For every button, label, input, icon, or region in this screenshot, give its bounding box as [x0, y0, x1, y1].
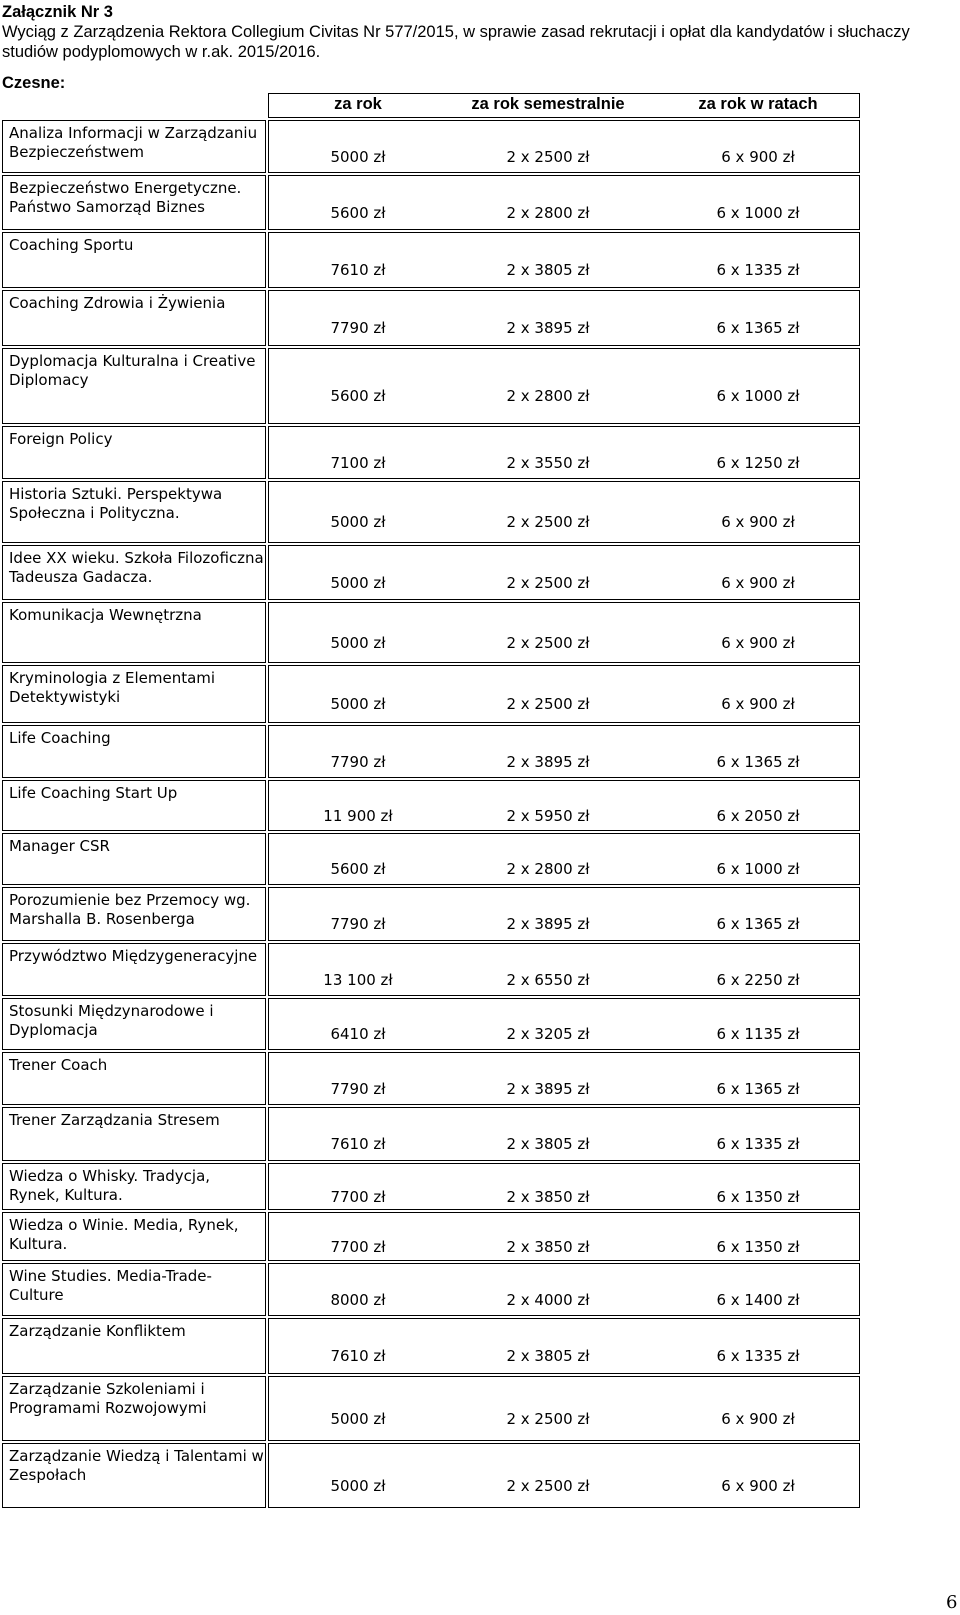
- fee-year: 5600 zł: [330, 387, 386, 405]
- fee-year: 7610 zł: [330, 1347, 386, 1365]
- fee-semester: 2 x 3805 zł: [506, 1347, 590, 1365]
- fee-cell: [268, 545, 860, 600]
- program-name-cell: [2, 175, 266, 230]
- program-name: Life Coaching Start Up: [9, 784, 178, 802]
- fee-installments: 6 x 900 zł: [721, 513, 795, 531]
- program-name-cell: [2, 426, 266, 479]
- program-name-cell: [2, 1107, 266, 1161]
- fee-installments: 6 x 900 zł: [721, 1409, 795, 1428]
- program-name-cell: [2, 481, 266, 543]
- program-name-cell: [2, 665, 266, 723]
- fee-semester: 2 x 2800 zł: [506, 860, 590, 878]
- fee-installments: 6 x 900 zł: [721, 573, 795, 592]
- fee-semester: 2 x 2500 zł: [506, 573, 590, 592]
- program-name-cell: [2, 1263, 266, 1316]
- fee-installments: 6 x 1335 zł: [716, 261, 800, 279]
- fee-semester: 2 x 3895 zł: [506, 915, 590, 933]
- program-name: Przywództwo Międzygeneracyjne: [9, 947, 258, 965]
- fee-installments: 6 x 900 zł: [721, 147, 795, 166]
- fee-semester: 2 x 3895 zł: [506, 752, 590, 771]
- fee-semester: 2 x 3205 zł: [506, 1025, 590, 1043]
- column-header: za rok w ratach: [698, 95, 818, 113]
- program-name: Wiedza o Whisky. Tradycja, Rynek, Kultura.: [9, 1167, 211, 1204]
- program-name-cell: [2, 833, 266, 885]
- program-name-cell: [2, 1318, 266, 1374]
- fee-year: 7700 zł: [330, 1237, 386, 1256]
- program-name: Wine Studies. Media-Trade-Culture: [9, 1267, 212, 1304]
- fee-semester: 2 x 2500 zł: [506, 513, 590, 531]
- program-name: Zarządzanie Szkoleniami i Programami Rozwojowymi: [9, 1380, 207, 1417]
- document-header: [2, 2, 952, 62]
- fee-semester: 2 x 3895 zł: [506, 1079, 590, 1098]
- fee-installments: 6 x 2050 zł: [716, 806, 800, 825]
- program-name: Trener Zarządzania Stresem: [9, 1111, 220, 1129]
- program-name-cell: [2, 1052, 266, 1105]
- fee-installments: 6 x 1350 zł: [716, 1187, 800, 1206]
- fee-year: 7100 zł: [330, 453, 386, 472]
- fee-year: 7790 zł: [330, 1079, 386, 1098]
- fee-installments: 6 x 1000 zł: [716, 203, 800, 222]
- fee-year: 5600 zł: [330, 860, 386, 878]
- fee-year: 5000 zł: [330, 633, 386, 652]
- fee-year: 7700 zł: [330, 1187, 386, 1206]
- fee-year: 8000 zł: [330, 1290, 386, 1309]
- fee-semester: 2 x 2500 zł: [506, 695, 590, 713]
- program-name: Life Coaching: [9, 729, 111, 747]
- fee-cell: [268, 665, 860, 723]
- fee-year: 7610 zł: [330, 261, 386, 279]
- fee-year: 5000 zł: [330, 1409, 386, 1428]
- fee-cell: [268, 290, 860, 346]
- fee-cell: [268, 481, 860, 543]
- fee-semester: 2 x 4000 zł: [506, 1290, 590, 1309]
- program-name: Analiza Informacji w Zarządzaniu Bezpieczeństwem: [9, 124, 258, 161]
- program-name-cell: [2, 725, 266, 778]
- fee-installments: 6 x 900 zł: [721, 1476, 795, 1495]
- fee-year: 11 900 zł: [323, 806, 393, 825]
- fee-year: 7790 zł: [330, 319, 386, 337]
- program-name: Wiedza o Winie. Media, Rynek, Kultura.: [9, 1216, 239, 1253]
- program-name-cell: [2, 780, 266, 831]
- fee-installments: 6 x 1250 zł: [716, 453, 800, 472]
- fee-year: 7790 zł: [330, 752, 386, 771]
- fee-cell: [268, 1443, 860, 1508]
- program-name-cell: [2, 887, 266, 941]
- page-number: 6: [946, 1592, 958, 1613]
- program-name: Idee XX wieku. Szkoła Filozoficzna Tadeusza Gadacza.: [9, 549, 264, 586]
- fee-semester: 2 x 2500 zł: [506, 1476, 590, 1495]
- fee-year: 7610 zł: [330, 1135, 386, 1153]
- program-name: Bezpieczeństwo Energetyczne. Państwo Samorząd Biznes: [9, 179, 242, 216]
- fee-installments: 6 x 1135 zł: [716, 1025, 800, 1043]
- program-name: Komunikacja Wewnętrzna: [9, 606, 202, 624]
- fee-year: 5600 zł: [330, 203, 386, 222]
- fee-cell: [268, 232, 860, 288]
- fee-installments: 6 x 1000 zł: [716, 387, 800, 405]
- fee-semester: 2 x 3895 zł: [506, 319, 590, 337]
- fee-installments: 6 x 900 zł: [721, 633, 795, 652]
- fee-installments: 6 x 1365 zł: [716, 752, 800, 771]
- fee-semester: 2 x 3550 zł: [506, 453, 590, 472]
- program-name-cell: [2, 602, 266, 663]
- fee-cell: [268, 1318, 860, 1374]
- fee-year: 5000 zł: [330, 695, 386, 713]
- column-header: za rok semestralnie: [471, 95, 625, 113]
- program-name-cell: [2, 1163, 266, 1210]
- fee-semester: 2 x 2500 zł: [506, 1409, 590, 1428]
- fee-year: 7790 zł: [330, 915, 386, 933]
- fee-semester: 2 x 2800 zł: [506, 387, 590, 405]
- fee-cell: [268, 348, 860, 424]
- program-name-cell: [2, 1376, 266, 1441]
- program-name: Stosunki Międzynarodowe i Dyplomacja: [9, 1002, 214, 1039]
- program-name: Porozumienie bez Przemocy wg. Marshalla B. Rosenberga: [9, 891, 251, 928]
- program-name: Coaching Sportu: [9, 236, 134, 254]
- fee-installments: 6 x 1350 zł: [716, 1237, 800, 1256]
- program-name: Zarządzanie Konfliktem: [9, 1322, 186, 1340]
- fee-semester: 2 x 3805 zł: [506, 1135, 590, 1153]
- program-name: Foreign Policy: [9, 430, 113, 448]
- fee-installments: 6 x 1335 zł: [716, 1347, 800, 1365]
- program-name-cell: [2, 545, 266, 600]
- program-name: Kryminologia z Elementami Detektywistyki: [9, 669, 216, 706]
- fee-installments: 6 x 1335 zł: [716, 1135, 800, 1153]
- program-name: Dyplomacja Kulturalna i Creative Diplomacy: [9, 352, 256, 389]
- fee-year: 13 100 zł: [323, 970, 393, 989]
- fee-semester: 2 x 3805 zł: [506, 261, 590, 279]
- column-header: za rok: [334, 95, 382, 113]
- program-name-cell: [2, 120, 266, 173]
- fee-year: 5000 zł: [330, 1476, 386, 1495]
- program-name: Zarządzanie Wiedzą i Talentami w Zespołach: [9, 1447, 264, 1484]
- section-label-tuition: Czesne:: [2, 74, 66, 92]
- program-name-cell: [2, 943, 266, 996]
- fee-installments: 6 x 2250 zł: [716, 970, 800, 989]
- program-name: Coaching Zdrowia i Żywienia: [9, 294, 226, 312]
- program-name-cell: [2, 1212, 266, 1261]
- fee-installments: 6 x 1365 zł: [716, 1079, 800, 1098]
- program-name: Historia Sztuki. Perspektywa Społeczna i Polityczna.: [9, 485, 223, 522]
- program-name-cell: [2, 290, 266, 346]
- fee-semester: 2 x 2500 zł: [506, 147, 590, 166]
- fee-installments: 6 x 1365 zł: [716, 319, 800, 337]
- fee-semester: 2 x 3850 zł: [506, 1187, 590, 1206]
- attachment-title: Załącznik Nr 3: [2, 3, 113, 21]
- header-description: Wyciąg z Zarządzenia Rektora Collegium Civitas Nr 577/2015, w sprawie zasad rekrutacji i opłat dla kandydatów i słuchaczy studiów podyplomowych w r.ak. 2015/2016.: [2, 23, 910, 61]
- fee-installments: 6 x 1000 zł: [716, 860, 800, 878]
- program-name-cell: [2, 348, 266, 424]
- fee-year: 6410 zł: [330, 1025, 386, 1043]
- fee-installments: 6 x 900 zł: [721, 695, 795, 713]
- program-name-cell: [2, 1443, 266, 1508]
- fee-semester: 2 x 2800 zł: [506, 203, 590, 222]
- fee-year: 5000 zł: [330, 573, 386, 592]
- fee-semester: 2 x 2500 zł: [506, 633, 590, 652]
- fee-semester: 2 x 3850 zł: [506, 1237, 590, 1256]
- fee-installments: 6 x 1365 zł: [716, 915, 800, 933]
- program-name: Manager CSR: [9, 837, 110, 855]
- program-name: Trener Coach: [9, 1056, 108, 1074]
- fee-cell: [268, 602, 860, 663]
- fee-semester: 2 x 6550 zł: [506, 970, 590, 989]
- fee-installments: 6 x 1400 zł: [716, 1290, 800, 1309]
- fee-cell: [268, 175, 860, 230]
- fee-year: 5000 zł: [330, 513, 386, 531]
- program-name-cell: [2, 998, 266, 1050]
- program-name-cell: [2, 232, 266, 288]
- fee-cell: [268, 1376, 860, 1441]
- fee-semester: 2 x 5950 zł: [506, 806, 590, 825]
- fee-year: 5000 zł: [330, 147, 386, 166]
